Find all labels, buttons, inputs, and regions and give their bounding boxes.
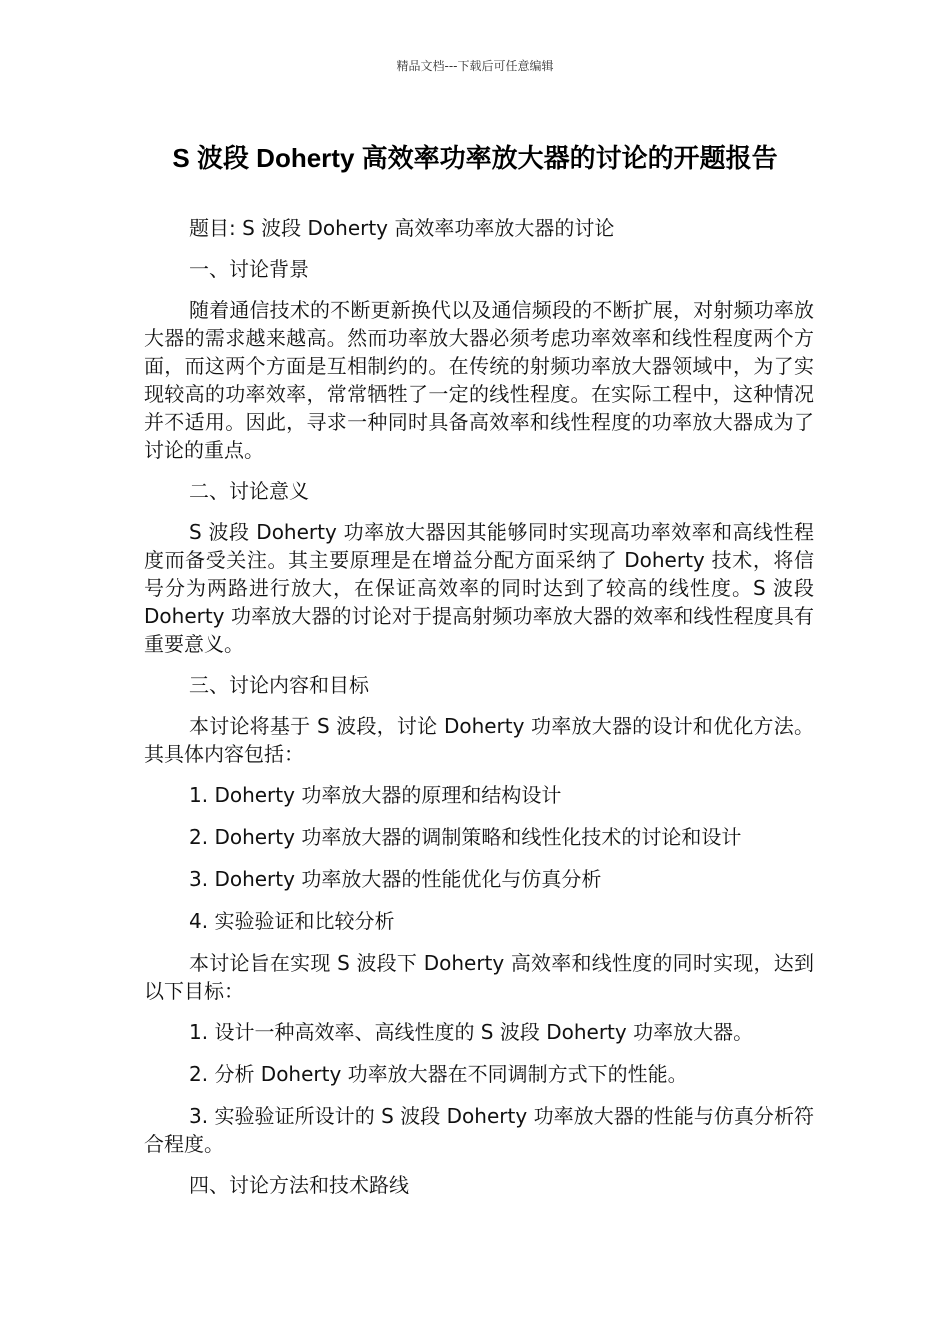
document-title: S 波段 Doherty 高效率功率放大器的讨论的开题报告 [172, 143, 778, 173]
document-body [144, 214, 814, 1212]
content-list-item: 4. 实验验证和比较分析 [189, 909, 395, 933]
content-list-item: 2. Doherty 功率放大器的调制策略和线性化技术的讨论和设计 [189, 825, 742, 849]
goal-list-item: 2. 分析 Doherty 功率放大器在不同调制方式下的性能。 [189, 1062, 688, 1086]
section-heading-content-goals: 三、讨论内容和目标 [189, 673, 369, 697]
goal-list-item: 1. 设计一种高效率、高线性度的 S 波段 Doherty 功率放大器。 [189, 1020, 754, 1044]
header-note: 精品文档---下载后可任意编辑 [396, 59, 554, 73]
content-list-item: 1. Doherty 功率放大器的原理和结构设计 [189, 783, 562, 807]
content-list-item: 3. Doherty 功率放大器的性能优化与仿真分析 [189, 867, 602, 891]
significance-paragraph: S 波段 Doherty 功率放大器因其能够同时实现高功率效率和高线性程度而备受关注。其主要原理是在增益分配方面采纳了 Doherty 技术，将信号分为两路进行放大，在保证高效率的同时达到了较高的线性度。S 波段 Doherty 功率放大器的讨论对于提高射频功率放大器的效率和线性程度具有重要意义。 [144, 520, 814, 656]
topic-line: 题目: S 波段 Doherty 高效率功率放大器的讨论 [189, 216, 615, 240]
section-heading-background: 一、讨论背景 [189, 257, 309, 281]
goals-intro-paragraph: 本讨论旨在实现 S 波段下 Doherty 高效率和线性度的同时实现，达到以下目标： [144, 951, 814, 1003]
background-paragraph: 随着通信技术的不断更新换代以及通信频段的不断扩展，对射频功率放大器的需求越来越高。然而功率放大器必须考虑功率效率和线性程度两个方面，而这两个方面是互相制约的。在传统的射频功率放大器领域中，为了实现较高的功率效率，常常牺牲了一定的线性程度。在实际工程中，这种情况并不适用。因此，寻求一种同时具备高效率和线性程度的功率放大器成为了讨论的重点。 [144, 298, 814, 462]
section-heading-significance: 二、讨论意义 [189, 479, 309, 503]
goal-list-item: 3. 实验验证所设计的 S 波段 Doherty 功率放大器的性能与仿真分析符合程度。 [144, 1104, 814, 1156]
section-heading-methods: 四、讨论方法和技术路线 [189, 1173, 409, 1197]
content-intro-paragraph: 本讨论将基于 S 波段，讨论 Doherty 功率放大器的设计和优化方法。其具体内容包括： [144, 714, 814, 766]
